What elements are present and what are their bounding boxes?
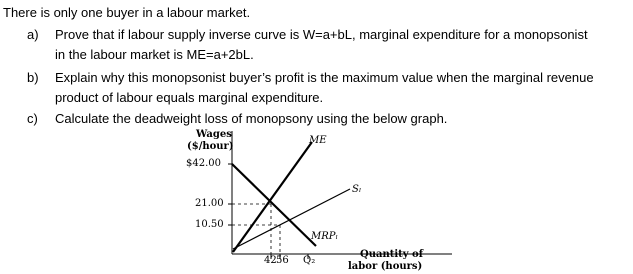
x-axis-label-line1: Quantity of (360, 249, 424, 260)
me-curve (233, 142, 312, 252)
question-a-line-2: in the labour market is ME=a+2bL. (55, 47, 254, 62)
question-a (27, 27, 627, 61)
question-b (27, 70, 627, 104)
question-b-letter: b) (27, 70, 39, 85)
me-label: ME (309, 135, 327, 146)
y-tick-label-21: 21.00 (195, 198, 224, 209)
x-tick-label-q2: Q₂ (303, 255, 316, 266)
monopsony-graph (160, 128, 460, 274)
question-c-line-1: Calculate the deadweight loss of monopsony using the below graph. (55, 111, 448, 126)
question-c (27, 111, 627, 127)
mrp-curve (232, 164, 316, 246)
supply-label: Sₗ (352, 184, 362, 195)
intro-text: There is only one buyer in a labour market. (3, 5, 251, 20)
question-b-line-2: product of labour equals marginal expenditure. (55, 90, 324, 105)
question-a-line-1: Prove that if labour supply inverse curve is W=a+bL, marginal expenditure for a monopsonist (55, 27, 588, 42)
x-tick-label-56: 56 (276, 255, 289, 266)
question-b-line-1: Explain why this monopsonist buyer’s profit is the maximum value when the marginal revenue (55, 70, 594, 85)
x-tick-label-42: 42 (264, 255, 277, 266)
y-axis-label-line2: ($/hour) (187, 141, 234, 152)
question-c-letter: c) (27, 111, 38, 126)
mrp-label: MRPₗ (311, 231, 338, 242)
y-tick-label-42: $42.00 (186, 158, 221, 169)
y-tick-label-10-50: 10.50 (195, 219, 224, 230)
y-axis-label-line1: Wages (196, 129, 232, 140)
question-a-letter: a) (27, 27, 39, 42)
x-axis-label-line2: labor (hours) (348, 261, 423, 272)
